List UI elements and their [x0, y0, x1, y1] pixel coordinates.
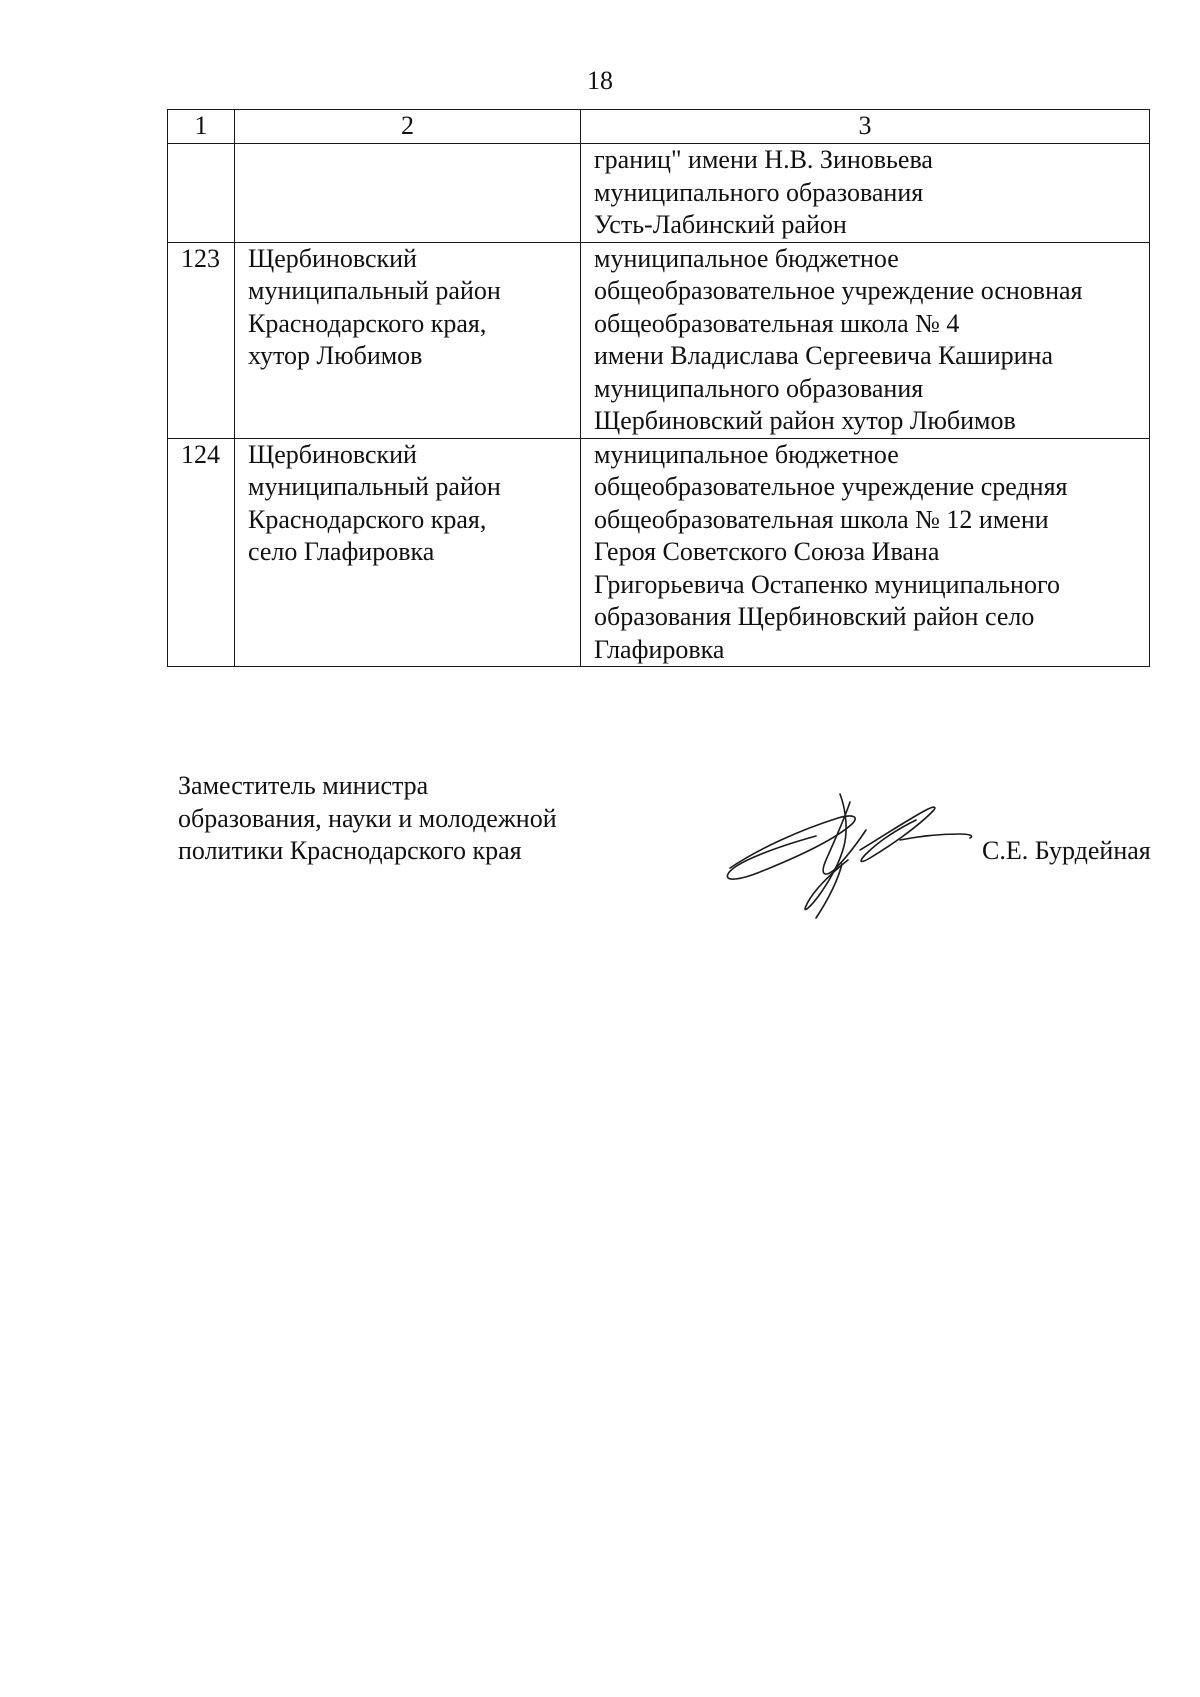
organization-line: общеобразовательная школа № 4 — [594, 308, 960, 338]
organization-line: общеобразовательная школа № 12 имени — [594, 504, 1049, 534]
signatory-position — [178, 770, 557, 868]
signatory-title-line: политики Краснодарского края — [178, 836, 522, 865]
table-header-row — [168, 110, 1150, 144]
location-cell — [235, 438, 581, 667]
organization-line: образования Щербиновский район село — [594, 602, 1035, 631]
location-line: село Глафировка — [248, 537, 435, 566]
row-number-cell: 124 — [168, 438, 235, 667]
table-row — [168, 438, 1150, 667]
location-line: муниципальный район — [248, 472, 501, 501]
organization-line: муниципальное бюджетное — [594, 243, 899, 273]
organization-line: Усть-Лабинский район — [594, 210, 847, 239]
location-line: хутор Любимов — [248, 341, 423, 370]
location-cell — [235, 144, 581, 243]
location-cell — [235, 242, 581, 438]
signatory-title-line: Заместитель министра — [178, 771, 429, 800]
organization-cell — [581, 438, 1150, 667]
row-number-cell: 123 — [168, 242, 235, 438]
column-header-organization: 3 — [581, 110, 1150, 144]
organization-line: имени Владислава Сергеевича Каширина — [594, 341, 1054, 370]
organization-cell — [581, 144, 1150, 243]
organization-line: общеобразовательное учреждение основная — [594, 276, 1083, 305]
location-line: Щербиновский — [248, 439, 417, 469]
organization-line: Глафировка — [594, 634, 725, 664]
location-line: Краснодарского края, — [248, 308, 487, 338]
table-row — [168, 144, 1150, 243]
organization-line: Героя Советского Союза Ивана — [594, 537, 940, 566]
handwritten-signature — [720, 790, 1020, 930]
table-row — [168, 242, 1150, 438]
column-header-number: 1 — [168, 110, 235, 144]
organization-line: муниципального образования — [594, 177, 924, 207]
location-line: Щербиновский — [248, 243, 417, 273]
organization-line: муниципальное бюджетное — [594, 439, 899, 469]
column-header-location: 2 — [235, 110, 581, 144]
page-number: 18 — [587, 66, 613, 95]
signatory-name: С.Е. Бурдейная — [982, 836, 1151, 865]
organization-line: Щербиновский район хутор Любимов — [594, 406, 1016, 435]
organization-line: общеобразовательное учреждение средняя — [594, 472, 1068, 501]
organization-line: Григорьевича Остапенко муниципального — [594, 569, 1060, 599]
organization-line: границ" имени Н.В. Зиновьева — [594, 145, 933, 174]
location-line: Краснодарского края, — [248, 504, 487, 534]
organization-cell — [581, 242, 1150, 438]
organization-line: муниципального образования — [594, 373, 924, 403]
location-line: муниципальный район — [248, 276, 501, 305]
registry-table — [167, 109, 1150, 667]
row-number-cell — [168, 144, 235, 243]
signatory-title-line: образования, науки и молодежной — [178, 803, 557, 833]
